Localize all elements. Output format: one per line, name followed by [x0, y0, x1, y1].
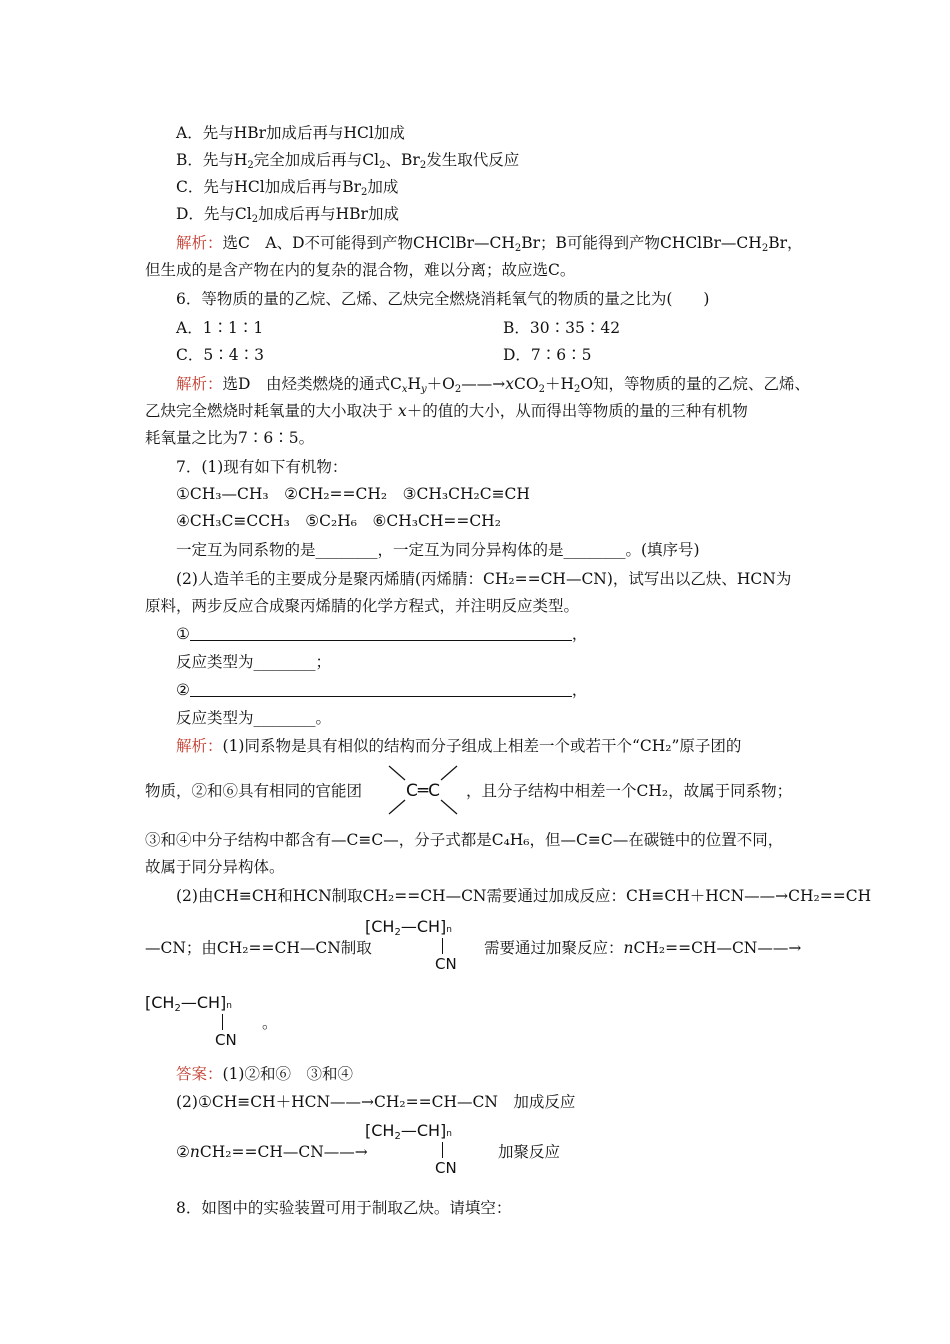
cc-group-label: C═C [406, 781, 440, 801]
q6-option-b: B．30∶35∶42 [503, 319, 621, 337]
q7-compounds-row1: ①CH₃—CH₃ ②CH₂==CH₂ ③CH₃CH₂C≡CH [176, 485, 530, 503]
q6-option-c: C．5∶4∶3 [176, 346, 264, 364]
q7-type-blank-2: 反应类型为________。 [176, 709, 332, 727]
q6-analysis-line1: 解析：选D 由烃类燃烧的通式$C_xH_y+O_2——\to xCO_2+H_2O$知，等物质的量的乙烷、乙烯、 [176, 375, 811, 395]
q7-analysis-line2a: 物质，②和⑥具有相同的官能团 [145, 782, 363, 800]
carbon-double-bond-structure [385, 762, 461, 818]
polyacrylonitrile-structure [365, 1121, 475, 1179]
q5-analysis-line2: 但生成的是含产物在内的复杂的混合物，难以分离；故应选C。 [145, 261, 576, 279]
q7-analysis-line1: 解析：(1)同系物是具有相似的结构而分子组成上相差一个或若干个“CH₂”原子团的 [176, 737, 742, 755]
q6-option-d: D．7∶6∶5 [503, 346, 592, 364]
polymer-cn-group: CN [215, 1031, 237, 1049]
q7-analysis-line4: 故属于同分异构体。 [145, 858, 285, 876]
q5-option-b: B．先与$H_2$完全加成后再与$Cl_2$、$Br_2$发生取代反应 [176, 151, 520, 171]
answer-line3-type: 加聚反应 [498, 1143, 561, 1161]
q6-analysis-line3: 耗氧量之比为7∶6∶5。 [145, 429, 315, 447]
q5-option-a: A．先与HBr加成后再与HCl加成 [176, 124, 405, 142]
q5-option-c: C．先与HCl加成后再与$Br_2$加成 [176, 178, 399, 198]
q6-analysis-line2: 乙炔完全燃烧时耗氧量的大小取决于 x＋的值的大小，从而得出等物质的量的三种有机物 [145, 402, 748, 420]
q7-analysis-line3: ③和④中分子结构中都含有—C≡C—，分子式都是C₄H₆，但—C≡C—在碳链中的位置不同， [145, 831, 784, 849]
answer-blank-line [190, 626, 572, 641]
polymer-cn-group: CN [435, 955, 457, 973]
polyacrylonitrile-structure [365, 917, 475, 975]
polymer-cn-group: CN [435, 1159, 457, 1177]
answer-label: 答案： [176, 1065, 223, 1083]
answer-line2: (2)①CH≡CH＋HCN——→CH₂==CH—CN 加成反应 [176, 1093, 576, 1111]
polymer-repeat-unit: $[CH_2—CH]n$ [365, 917, 452, 938]
q7-analysis-line6b: 需要通过加聚反应：nCH₂==CH—CN——→ [484, 939, 802, 957]
q7-part2-line1: (2)人造羊毛的主要成分是聚丙烯腈(丙烯腈：CH₂==CH—CN)，试写出以乙炔、HCN为 [176, 570, 792, 588]
q6-option-a: A．1∶1∶1 [176, 319, 264, 337]
q8-stem: 8．如图中的实验装置可用于制取乙炔。请填空： [176, 1199, 512, 1217]
q7-type-blank-1: 反应类型为________； [176, 653, 332, 671]
q7-fill-blank: 一定互为同系物的是________，一定互为同分异构体的是________。(填序号) [176, 541, 700, 559]
answer-blank-line [190, 682, 572, 697]
q7-part2-line2: 原料，两步反应合成聚丙烯腈的化学方程式，并注明反应类型。 [145, 597, 580, 615]
q7-analysis-line6a: —CN；由CH₂==CH—CN制取 [145, 939, 372, 957]
answer-line1: 答案：(1)②和⑥ ③和④ [176, 1065, 353, 1083]
sentence-period: 。 [262, 1014, 278, 1032]
q7-analysis-line2b: ，且分子结构中相差一个CH₂，故属于同系物； [466, 782, 793, 800]
q5-analysis-line1: 解析：选C A、D不可能得到产物$CHClBr—CH_2Br$；B可能得到产物$CHClBr—CH_2Br$， [176, 234, 803, 254]
q7-compounds-row2: ④CH₃C≡CCH₃ ⑤C₂H₆ ⑥CH₃CH==CH₂ [176, 512, 501, 530]
polymer-bond-line [442, 1142, 443, 1158]
polymer-bond-line [442, 938, 443, 954]
polyacrylonitrile-structure [145, 993, 255, 1051]
polymer-repeat-unit: $[CH_2—CH]n$ [145, 993, 232, 1014]
q7-analysis-line5: (2)由CH≡CH和HCN制取CH₂==CH—CN需要通过加成反应：CH≡CH＋HCN——→CH₂==CH [176, 887, 872, 905]
q6-stem: 6．等物质的量的乙烷、乙烯、乙炔完全燃烧消耗氧气的物质的量之比为( ) [176, 290, 710, 308]
q7-stem: 7．(1)现有如下有机物： [176, 458, 348, 476]
polymer-bond-line [222, 1014, 223, 1030]
polymer-repeat-unit: $[CH_2—CH]n$ [365, 1121, 452, 1142]
q7-equation-blank-2: ② ， [176, 681, 588, 699]
answer-line3a: ②nCH₂==CH—CN——→ [176, 1143, 368, 1161]
q5-option-d: D．先与$Cl_2$加成后再与HBr加成 [176, 205, 399, 225]
q7-equation-blank-1: ① ， [176, 625, 588, 643]
analysis-label: 解析： [176, 234, 223, 252]
